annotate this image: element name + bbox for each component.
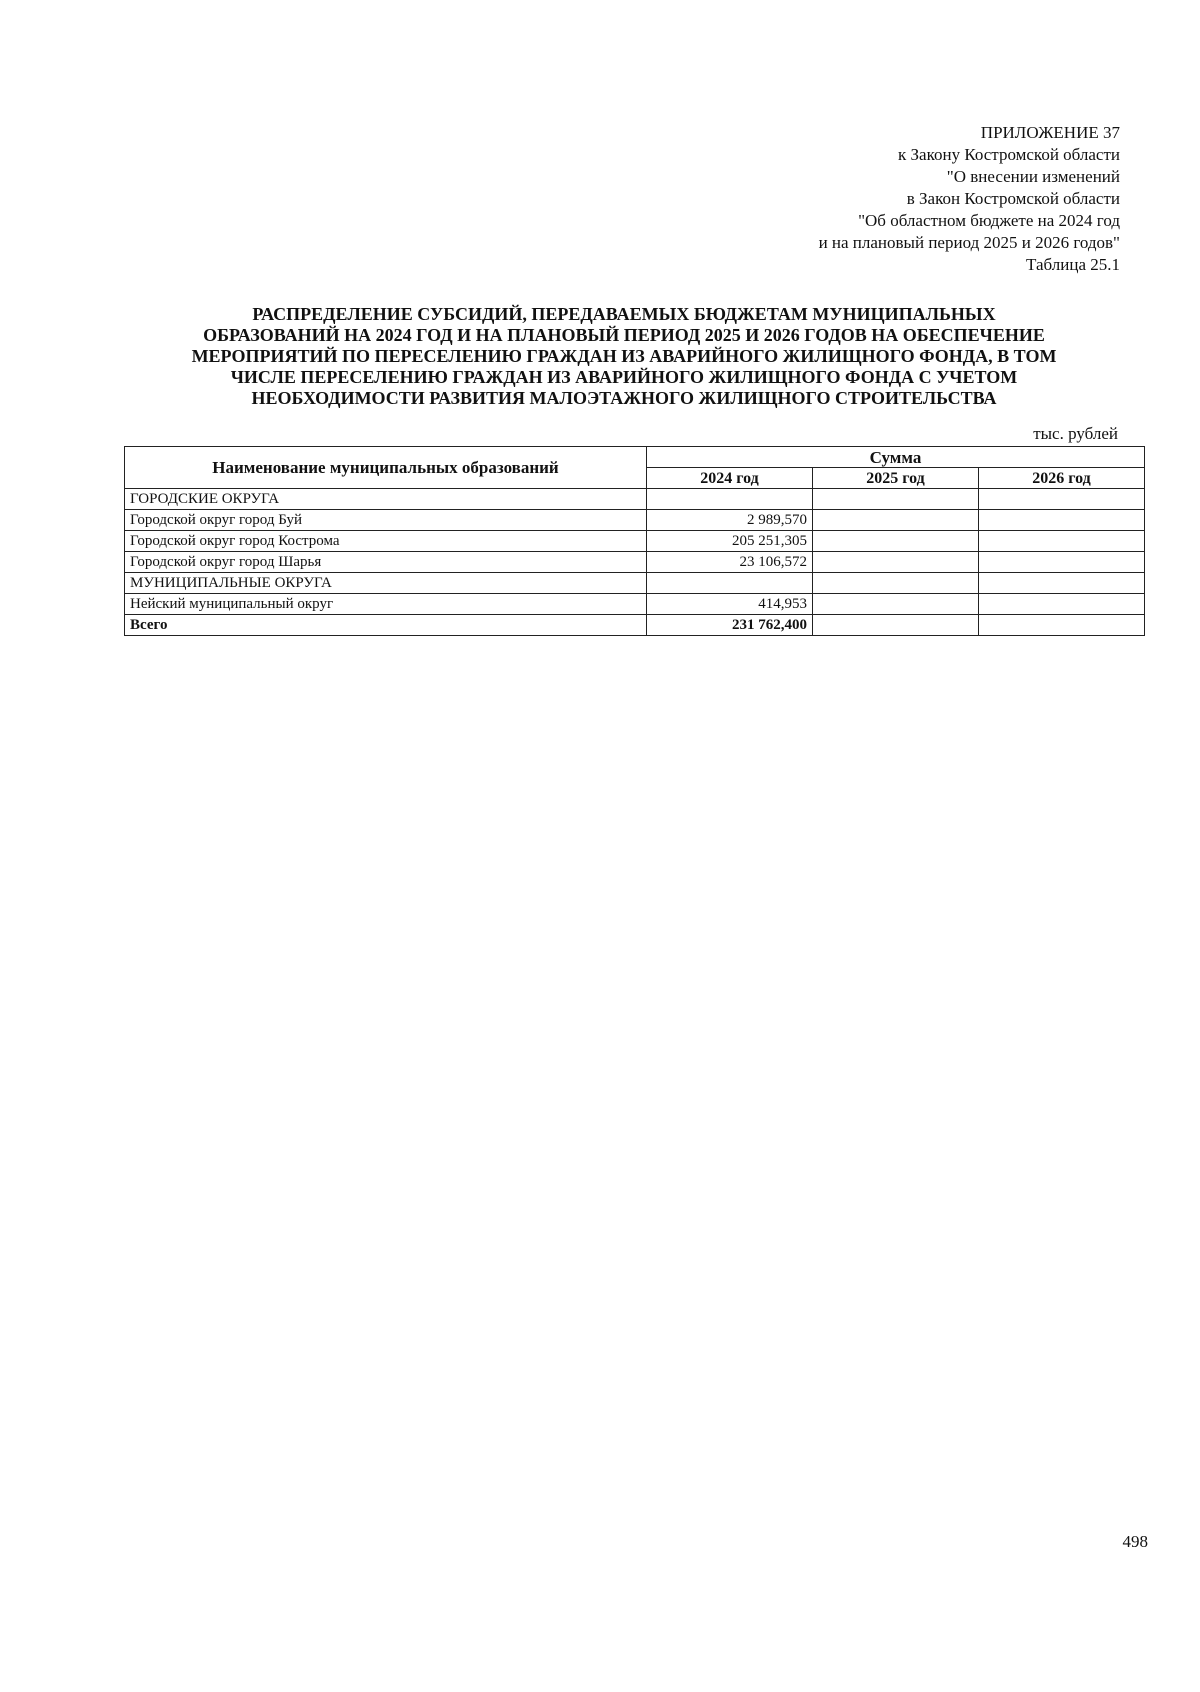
- title-line: МЕРОПРИЯТИЙ ПО ПЕРЕСЕЛЕНИЮ ГРАЖДАН ИЗ АВАРИЙНОГО ЖИЛИЩНОГО ФОНДА, В ТОМ: [191, 346, 1057, 366]
- cell-2024: [647, 489, 813, 510]
- cell-2025: [813, 573, 979, 594]
- cell-2024: 23 106,572: [647, 552, 813, 573]
- cell-2025: [813, 594, 979, 615]
- cell-2026: [979, 531, 1145, 552]
- header-line: ПРИЛОЖЕНИЕ 37: [980, 123, 1120, 142]
- cell-2026: [979, 594, 1145, 615]
- cell-2025: [813, 615, 979, 636]
- table-row: [125, 531, 1145, 552]
- cell-2026: [979, 573, 1145, 594]
- cell-name: МУНИЦИПАЛЬНЫЕ ОКРУГА: [125, 573, 647, 594]
- table-number: Таблица 25.1: [1026, 255, 1120, 274]
- cell-2025: [813, 510, 979, 531]
- table-row-section: [125, 489, 1145, 510]
- title-line: ОБРАЗОВАНИЙ НА 2024 ГОД И НА ПЛАНОВЫЙ ПЕРИОД 2025 И 2026 ГОДОВ НА ОБЕСПЕЧЕНИЕ: [203, 325, 1045, 345]
- cell-2026: [979, 552, 1145, 573]
- cell-2026: [979, 489, 1145, 510]
- page-number: 498: [1122, 1532, 1148, 1551]
- subsidy-table: [124, 446, 1145, 636]
- cell-name: Городской округ город Кострома: [125, 531, 647, 552]
- column-header-2025: 2025 год: [813, 468, 979, 489]
- cell-name: Всего: [125, 615, 647, 636]
- cell-2024: 2 989,570: [647, 510, 813, 531]
- cell-2026: [979, 615, 1145, 636]
- cell-2026: [979, 510, 1145, 531]
- cell-name: ГОРОДСКИЕ ОКРУГА: [125, 489, 647, 510]
- cell-2024: 205 251,305: [647, 531, 813, 552]
- cell-name: Городской округ город Буй: [125, 510, 647, 531]
- table-row: [125, 510, 1145, 531]
- cell-2024: [647, 573, 813, 594]
- cell-2025: [813, 552, 979, 573]
- cell-2025: [813, 489, 979, 510]
- header-line: "Об областном бюджете на 2024 год: [858, 211, 1120, 230]
- appendix-header: [560, 122, 1120, 276]
- header-line: в Закон Костромской области: [906, 189, 1120, 208]
- table-header-row: [125, 447, 1145, 468]
- table-row: [125, 594, 1145, 615]
- column-header-2026: 2026 год: [979, 468, 1145, 489]
- header-line: "О внесении изменений: [946, 167, 1120, 186]
- column-header-2024: 2024 год: [647, 468, 813, 489]
- title-line: ЧИСЛЕ ПЕРЕСЕЛЕНИЮ ГРАЖДАН ИЗ АВАРИЙНОГО ЖИЛИЩНОГО ФОНДА С УЧЕТОМ: [230, 367, 1018, 387]
- title-line: РАСПРЕДЕЛЕНИЕ СУБСИДИЙ, ПЕРЕДАВАЕМЫХ БЮДЖЕТАМ МУНИЦИПАЛЬНЫХ: [252, 304, 996, 324]
- document-title: [124, 304, 1124, 409]
- cell-2024: 414,953: [647, 594, 813, 615]
- cell-2025: [813, 531, 979, 552]
- header-line: и на плановый период 2025 и 2026 годов": [818, 233, 1120, 252]
- header-line: к Закону Костромской области: [898, 145, 1120, 164]
- table-row: [125, 552, 1145, 573]
- units-label: тыс. рублей: [1033, 424, 1118, 443]
- table-row-section: [125, 573, 1145, 594]
- column-header-name: Наименование муниципальных образований: [125, 447, 647, 489]
- column-header-sum: Сумма: [647, 447, 1145, 468]
- table-row-total: [125, 615, 1145, 636]
- cell-name: Городской округ город Шарья: [125, 552, 647, 573]
- cell-2024: 231 762,400: [647, 615, 813, 636]
- cell-name: Нейский муниципальный округ: [125, 594, 647, 615]
- title-line: НЕОБХОДИМОСТИ РАЗВИТИЯ МАЛОЭТАЖНОГО ЖИЛИЩНОГО СТРОИТЕЛЬСТВА: [251, 388, 997, 408]
